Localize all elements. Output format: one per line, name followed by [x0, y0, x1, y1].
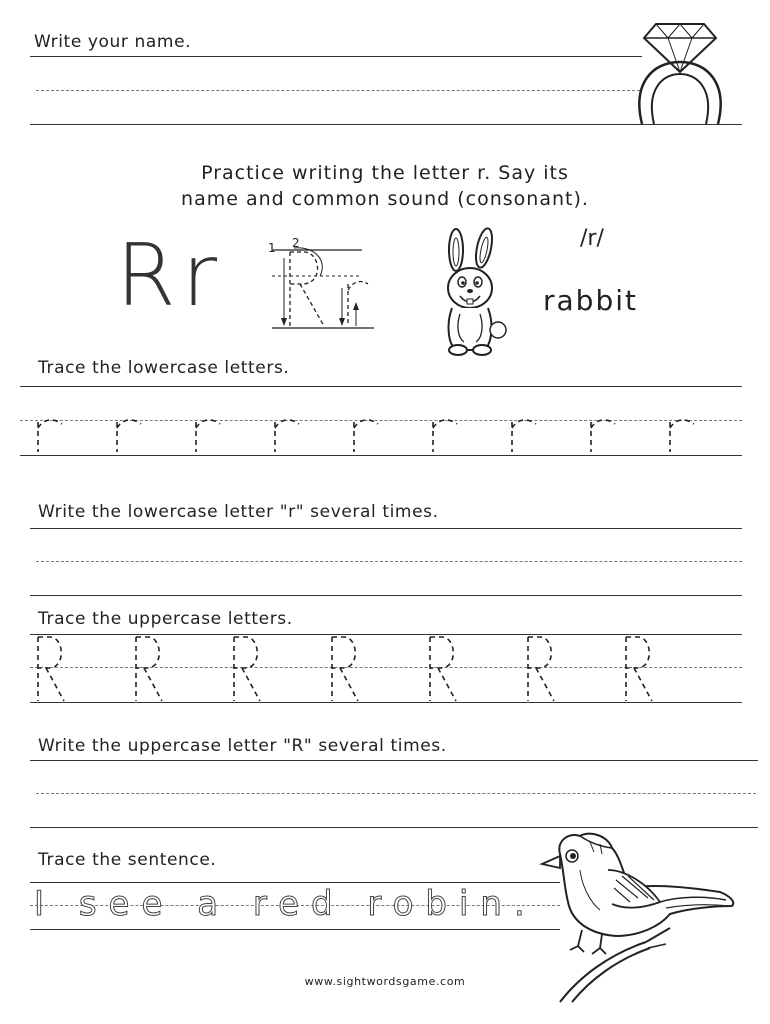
- trace-sentence-base-line: [30, 929, 560, 930]
- uppercase-R-trace[interactable]: [234, 637, 260, 701]
- lowercase-r-trace[interactable]: [117, 420, 141, 452]
- stroke-number-1: 1: [268, 241, 276, 255]
- lowercase-r-trace[interactable]: [670, 420, 694, 452]
- write-uppercase-label: Write the uppercase letter "R" several times.: [38, 736, 447, 756]
- name-label: Write your name.: [34, 32, 192, 52]
- write-lowercase-mid-line[interactable]: [36, 561, 742, 562]
- lowercase-r-trace[interactable]: [591, 420, 615, 452]
- write-uppercase-top-line: [30, 760, 758, 761]
- write-lowercase-label: Write the lowercase letter "r" several times.: [38, 502, 439, 522]
- name-line-bottom: [30, 124, 742, 125]
- stroke-order-guide: [262, 238, 382, 334]
- stroke-number-2: 2: [292, 236, 300, 250]
- example-word: rabbit: [543, 284, 638, 317]
- trace-uppercase-label: Trace the uppercase letters.: [38, 609, 293, 629]
- trace-lowercase-top-line: [20, 386, 742, 387]
- trace-sentence-text[interactable]: I see a red robin.: [34, 884, 537, 924]
- lowercase-r-trace[interactable]: [38, 420, 62, 452]
- uppercase-R-trace[interactable]: [430, 637, 456, 701]
- trace-sentence-label: Trace the sentence.: [38, 850, 217, 870]
- write-lowercase-top-line: [30, 528, 742, 529]
- lowercase-r-trace[interactable]: [512, 420, 536, 452]
- footer-url[interactable]: www.sightwordsgame.com: [304, 975, 466, 988]
- rabbit-icon: [434, 228, 514, 356]
- name-line-top: [30, 56, 642, 57]
- lowercase-trace-row[interactable]: [20, 416, 742, 456]
- letter-sound: /r/: [580, 226, 604, 251]
- lowercase-r-trace[interactable]: [275, 420, 299, 452]
- write-lowercase-base-line: [30, 595, 742, 596]
- name-line-mid[interactable]: [36, 90, 640, 91]
- uppercase-R-trace[interactable]: [528, 637, 554, 701]
- lowercase-r-trace[interactable]: [354, 420, 378, 452]
- uppercase-R-trace[interactable]: [332, 637, 358, 701]
- lowercase-r-trace[interactable]: [433, 420, 457, 452]
- uppercase-R-trace[interactable]: [38, 637, 64, 701]
- uppercase-R-trace[interactable]: [136, 637, 162, 701]
- lowercase-r-trace[interactable]: [196, 420, 220, 452]
- ring-icon: [628, 14, 738, 124]
- trace-lowercase-label: Trace the lowercase letters.: [38, 358, 290, 378]
- write-uppercase-mid-line[interactable]: [36, 793, 756, 794]
- instruction-line-1: Practice writing the letter r. Say its: [201, 162, 569, 184]
- uppercase-trace-row[interactable]: [30, 634, 742, 704]
- uppercase-R-trace[interactable]: [626, 637, 652, 701]
- instruction-line-2: name and common sound (consonant).: [181, 188, 589, 210]
- letter-pair-Rr: Rr: [116, 226, 224, 326]
- trace-sentence-top-line: [30, 882, 560, 883]
